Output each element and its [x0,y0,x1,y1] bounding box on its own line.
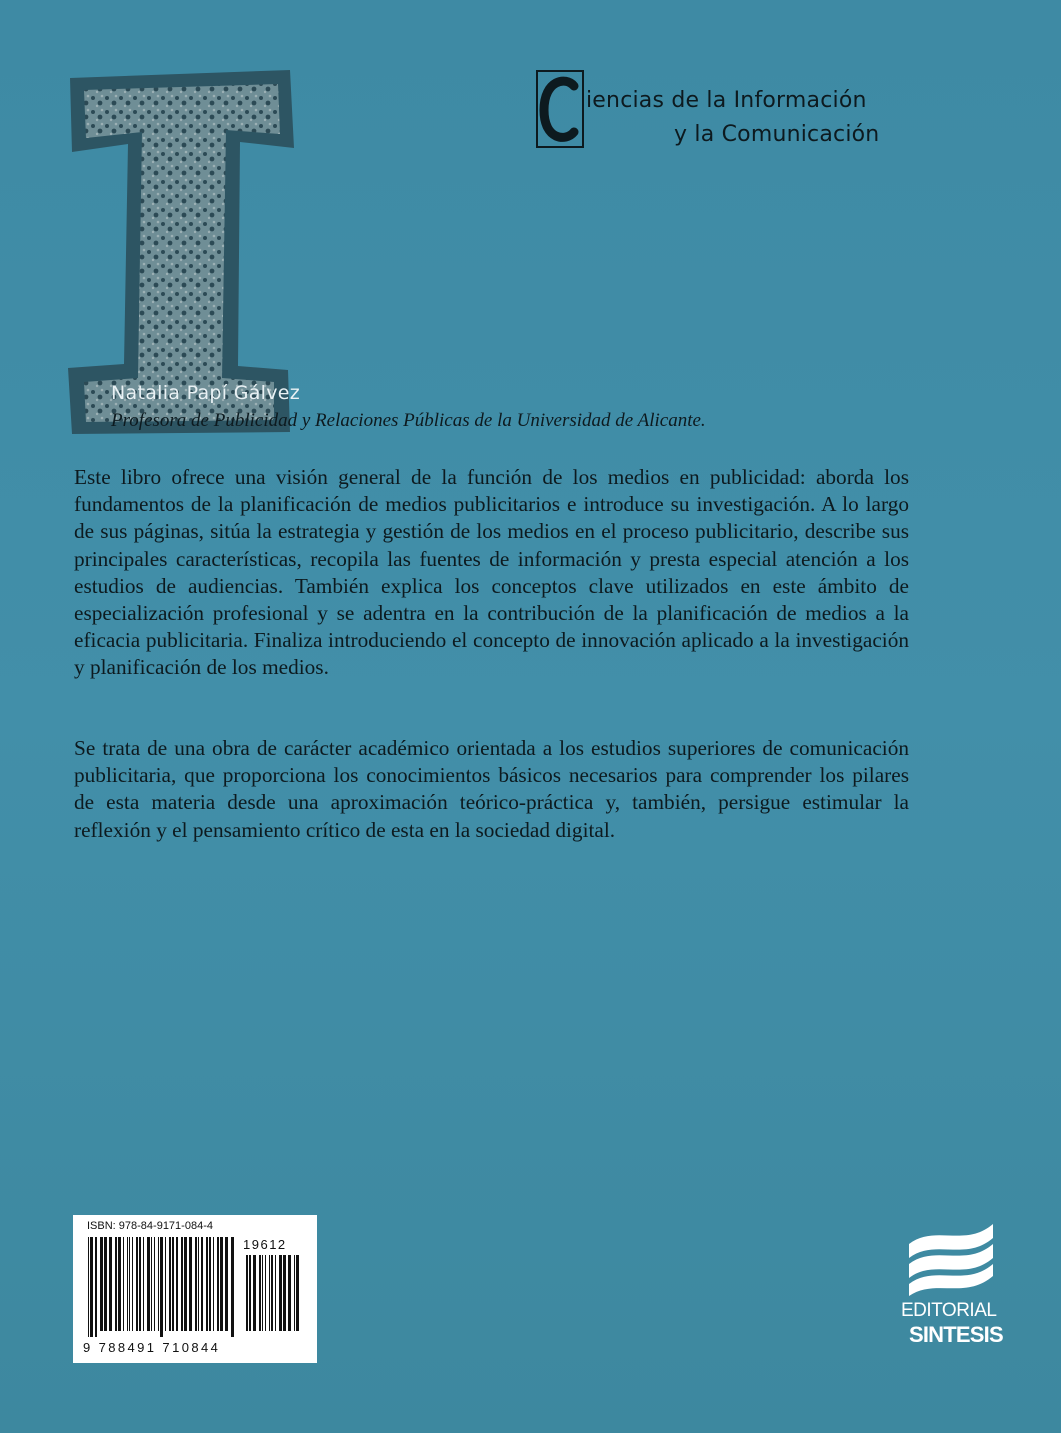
barcode-ean-digits: 9 788491 710844 [83,1340,221,1355]
publisher-name-line1: EDITORIAL [901,1300,997,1321]
series-logo [536,70,916,160]
publisher-logo [895,1218,1005,1358]
barcode [73,1215,317,1363]
barcode-bars-icon [87,1237,237,1337]
barcode-addon-bars-icon [245,1255,303,1337]
publisher-wave-icon [905,1218,997,1298]
author-role: Profesora de Publicidad y Relaciones Públicas de la Universidad de Alicante. [111,410,706,431]
series-title-line2: y la Comunicación [674,122,880,147]
description-paragraph-2: Se trata de una obra de carácter académico orientada a los estudios superiores de comunicación publicitaria, que proporciona los conocimientos básicos necesarios para comprender los pilares de esta materia desde una aproximación teórico-práctica y, también, persigue estimular la reflexión y el pensamiento crítico de esta en la sociedad digital. [74,736,909,842]
author-name: Natalia Papí Gálvez [111,382,301,404]
isbn-label: ISBN: 978-84-9171-084-4 [87,1220,213,1232]
series-title-line1: iencias de la Información [586,88,867,113]
series-c-icon [536,70,584,148]
publisher-name-line2: SINTESIS [909,1322,1003,1347]
description-paragraph-1: Este libro ofrece una visión general de la función de los medios en publicidad: aborda los fundamentos de la planificación de medios publicitarios e introduce su investigación. A lo largo de sus páginas, sitúa la estrategia y gestión de los medios en el proceso publicitario, describe sus principales características, recopila las fuentes de información y presta especial atención a los estudios de audiencias. También explica los conceptos clave utilizados en este ámbito de especialización profesional y se adentra en la contribución de la planificación de medios a la eficacia publicitaria. Finaliza introduciendo el concepto de innovación aplicado a la investigación y planificación de los medios. [74,465,909,680]
barcode-addon-digits: 19612 [243,1237,287,1252]
